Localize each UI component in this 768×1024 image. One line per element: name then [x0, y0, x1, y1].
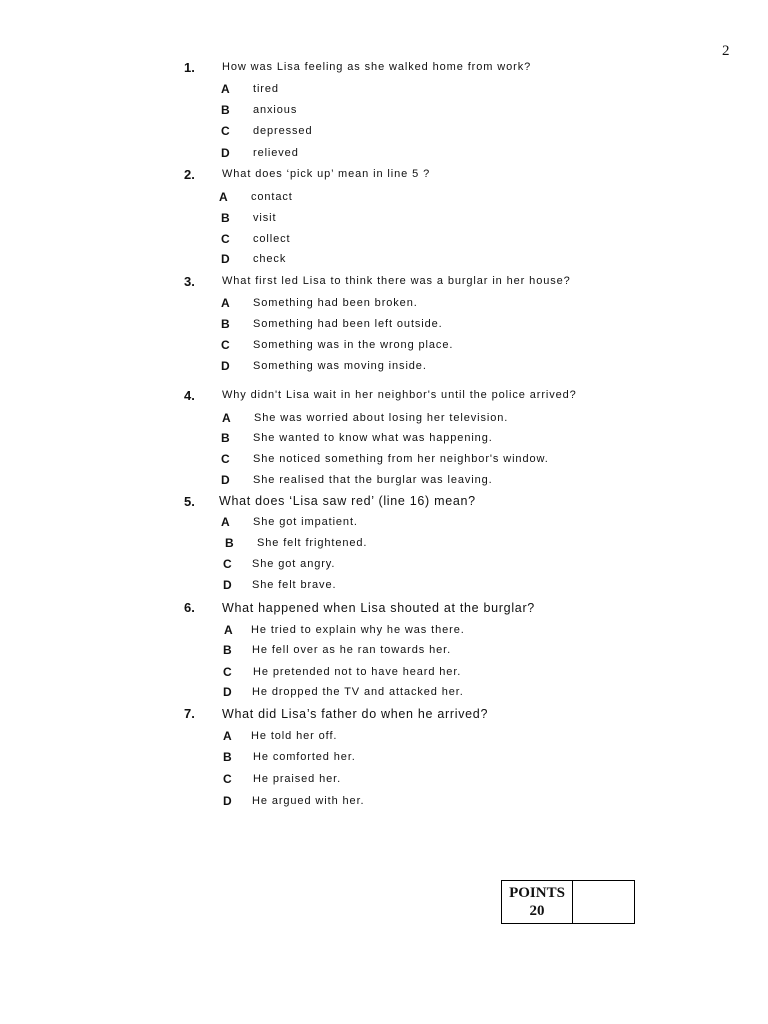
- option-text: He tried to explain why he was there.: [251, 624, 465, 636]
- option-letter: C: [223, 665, 232, 679]
- question-text: What happened when Lisa shouted at the burglar?: [222, 601, 535, 615]
- option-text: tired: [253, 83, 279, 95]
- page-number: 2: [722, 43, 730, 59]
- option-text: She felt frightened.: [257, 537, 368, 549]
- option-letter: D: [221, 473, 230, 487]
- option-text: Something was moving inside.: [253, 360, 427, 372]
- option-text: Something had been broken.: [253, 297, 418, 309]
- option-letter: D: [221, 359, 230, 373]
- option-letter: A: [219, 190, 228, 204]
- option-text: He dropped the TV and attacked her.: [252, 686, 464, 698]
- option-letter: D: [221, 252, 230, 266]
- option-letter: B: [221, 103, 230, 117]
- option-text: She realised that the burglar was leaving.: [253, 474, 493, 486]
- option-letter: A: [222, 411, 231, 425]
- question-number: 1.: [184, 60, 195, 75]
- option-letter: D: [223, 794, 232, 808]
- option-letter: B: [221, 317, 230, 331]
- option-letter: C: [223, 557, 232, 571]
- option-letter: B: [223, 643, 232, 657]
- question-text: What first led Lisa to think there was a burglar in her house?: [222, 275, 571, 287]
- option-text: She wanted to know what was happening.: [253, 432, 493, 444]
- option-text: Something had been left outside.: [253, 318, 443, 330]
- points-label-cell: [502, 881, 573, 923]
- option-letter: A: [221, 515, 230, 529]
- option-text: Something was in the wrong place.: [253, 339, 454, 351]
- question-number: 4.: [184, 388, 195, 403]
- option-letter: B: [221, 431, 230, 445]
- option-letter: D: [223, 685, 232, 699]
- option-letter: A: [221, 296, 230, 310]
- question-text: What does ‘Lisa saw red’ (line 16) mean?: [219, 494, 476, 508]
- option-letter: C: [221, 232, 230, 246]
- option-text: He argued with her.: [252, 795, 365, 807]
- option-text: She was worried about losing her television.: [254, 412, 509, 424]
- question-text: What does ‘pick up’ mean in line 5 ?: [222, 168, 431, 180]
- option-text: He fell over as he ran towards her.: [252, 644, 452, 656]
- option-letter: C: [221, 452, 230, 466]
- option-text: She got angry.: [252, 558, 336, 570]
- option-text: anxious: [253, 104, 298, 116]
- option-letter: C: [223, 772, 232, 786]
- option-letter: A: [221, 82, 230, 96]
- points-value: 20: [529, 903, 545, 919]
- option-text: She got impatient.: [253, 516, 358, 528]
- option-text: He told her off.: [251, 730, 338, 742]
- option-text: contact: [251, 191, 293, 203]
- points-score-cell[interactable]: [573, 881, 634, 923]
- option-text: She felt brave.: [252, 579, 337, 591]
- option-text: check: [253, 253, 287, 265]
- option-letter: C: [221, 338, 230, 352]
- question-number: 5.: [184, 494, 195, 509]
- option-letter: B: [221, 211, 230, 225]
- option-letter: C: [221, 124, 230, 138]
- option-letter: D: [223, 578, 232, 592]
- option-text: She noticed something from her neighbor's window.: [253, 453, 549, 465]
- question-text: How was Lisa feeling as she walked home from work?: [222, 61, 532, 73]
- question-number: 6.: [184, 600, 195, 615]
- option-text: depressed: [253, 125, 313, 137]
- points-label: POINTS: [509, 885, 565, 901]
- question-number: 2.: [184, 167, 195, 182]
- option-text: He comforted her.: [253, 751, 356, 763]
- option-letter: D: [221, 146, 230, 160]
- option-text: He praised her.: [253, 773, 342, 785]
- option-letter: B: [223, 750, 232, 764]
- question-text: What did Lisa’s father do when he arrived?: [222, 707, 489, 721]
- option-text: He pretended not to have heard her.: [253, 666, 462, 678]
- points-box: [501, 880, 635, 924]
- option-text: collect: [253, 233, 291, 245]
- question-text: Why didn't Lisa wait in her neighbor's until the police arrived?: [222, 389, 577, 401]
- option-letter: A: [224, 623, 233, 637]
- question-number: 3.: [184, 274, 195, 289]
- question-number: 7.: [184, 706, 195, 721]
- option-letter: A: [223, 729, 232, 743]
- option-text: relieved: [253, 147, 299, 159]
- option-letter: B: [225, 536, 234, 550]
- option-text: visit: [253, 212, 277, 224]
